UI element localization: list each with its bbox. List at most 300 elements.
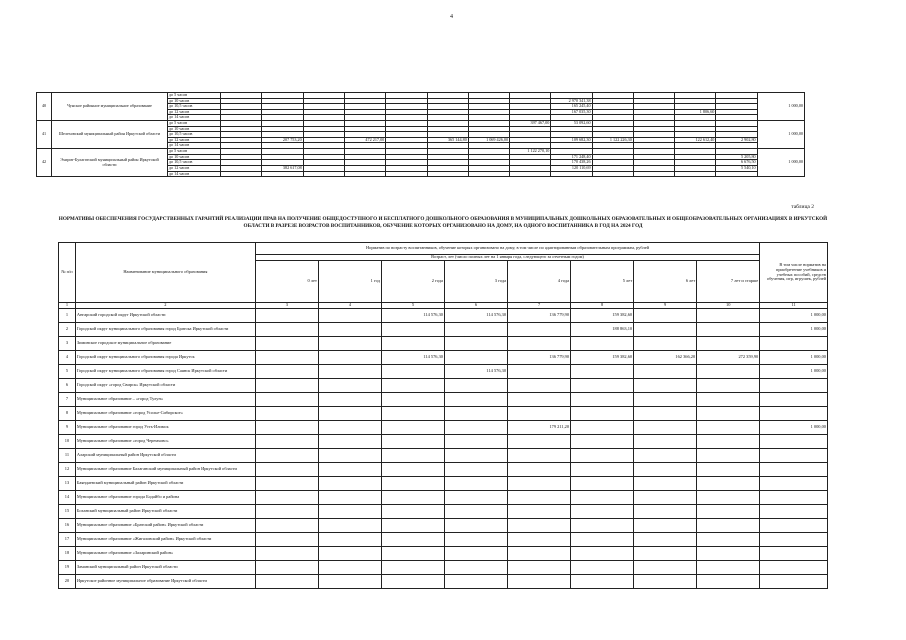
table-row xyxy=(59,491,828,505)
row-hours: до 5 часов xyxy=(167,121,220,127)
row-number: 41 xyxy=(37,121,52,149)
cell-value xyxy=(255,449,318,463)
cell-value xyxy=(444,449,507,463)
cell-value xyxy=(634,575,697,589)
cell-value xyxy=(571,561,634,575)
header-age: 0 лет xyxy=(255,261,318,303)
row-number: 5 xyxy=(59,365,76,379)
row-hours: до 10,5 часов xyxy=(167,104,220,110)
cell-value xyxy=(427,171,468,177)
cell-value xyxy=(262,171,303,177)
cell-value xyxy=(634,533,697,547)
cell-value: 179 211,20 xyxy=(508,421,571,435)
row-number: 3 xyxy=(59,337,76,351)
cell-value xyxy=(508,337,571,351)
row-name: Муниципальное образование «Братский район» Иркутской области xyxy=(75,519,255,533)
cell-value xyxy=(571,533,634,547)
row-name: Боханский муниципальный район Иркутской области xyxy=(75,505,255,519)
cell-value xyxy=(318,323,381,337)
cell-value xyxy=(318,379,381,393)
cell-value xyxy=(381,505,444,519)
cell-value xyxy=(255,547,318,561)
cell-value xyxy=(634,407,697,421)
cell-value xyxy=(571,379,634,393)
row-name: Муниципальное образование «Заларинский район» xyxy=(75,547,255,561)
cell-value xyxy=(386,171,427,177)
cell-value xyxy=(571,365,634,379)
cell-value xyxy=(697,407,760,421)
cell-value xyxy=(634,463,697,477)
cell-value xyxy=(508,505,571,519)
cell-value xyxy=(381,337,444,351)
cell-value xyxy=(697,449,760,463)
cell-value xyxy=(634,449,697,463)
cell-value xyxy=(634,505,697,519)
row-number: 15 xyxy=(59,505,76,519)
cell-value xyxy=(381,519,444,533)
row-books: 1 000,00 xyxy=(757,121,804,149)
row-name: Городской округ муниципального образования город Братска Иркутской области xyxy=(75,323,255,337)
row-number: 40 xyxy=(37,93,52,121)
row-hours: до 10 часов xyxy=(167,98,220,104)
table-row xyxy=(59,561,828,575)
cell-value xyxy=(571,421,634,435)
cell-value: 167 035,30 xyxy=(551,109,592,115)
row-hours: до 14 часов xyxy=(167,171,220,177)
cell-value xyxy=(508,477,571,491)
cell-value xyxy=(318,351,381,365)
cell-value xyxy=(508,463,571,477)
cell-value xyxy=(634,323,697,337)
row-books xyxy=(760,379,828,393)
cell-value xyxy=(571,393,634,407)
cell-value xyxy=(381,365,444,379)
cell-value xyxy=(255,575,318,589)
row-number: 42 xyxy=(37,149,52,177)
cell-value xyxy=(318,337,381,351)
table-row xyxy=(59,533,828,547)
cell-value xyxy=(697,435,760,449)
column-number: 6 xyxy=(444,303,507,309)
header-age: 4 года xyxy=(508,261,571,303)
row-books xyxy=(760,407,828,421)
page-number: 4 xyxy=(450,14,453,20)
row-name: Эхирит-Булагатский муниципальный район Иркутской области xyxy=(52,149,168,177)
row-number: 7 xyxy=(59,393,76,407)
cell-value xyxy=(571,435,634,449)
cell-value: 120 110,69 xyxy=(551,165,592,171)
cell-value xyxy=(697,365,760,379)
table-row xyxy=(59,449,828,463)
row-hours: до 14 часов xyxy=(167,115,220,121)
row-hours: до 5 часов xyxy=(167,149,220,155)
header-num: № п/п xyxy=(59,243,76,303)
cell-value xyxy=(255,505,318,519)
row-hours: до 14 часов xyxy=(167,143,220,149)
column-number: 11 xyxy=(760,303,828,309)
cell-value xyxy=(318,407,381,421)
column-number: 4 xyxy=(318,303,381,309)
cell-value xyxy=(634,491,697,505)
cell-value xyxy=(508,519,571,533)
row-books: 1 000,00 xyxy=(760,421,828,435)
row-books: 1 000,00 xyxy=(760,309,828,323)
row-books xyxy=(760,547,828,561)
cell-value xyxy=(255,407,318,421)
row-name: Муниципальное образование город Усть-Илимск xyxy=(75,421,255,435)
row-name: Шелеховский муниципальный район Иркутской области xyxy=(52,121,168,149)
cell-value xyxy=(508,491,571,505)
table-row xyxy=(59,309,828,323)
cell-value: 6 676,50 xyxy=(716,160,757,166)
cell-value xyxy=(318,309,381,323)
row-number: 10 xyxy=(59,435,76,449)
cell-value xyxy=(571,449,634,463)
row-name: Городской округ муниципального образования город Саянск Иркутской области xyxy=(75,365,255,379)
cell-value: 2 902,80 xyxy=(716,137,757,143)
cell-value xyxy=(571,575,634,589)
cell-value xyxy=(318,547,381,561)
cell-value xyxy=(697,491,760,505)
cell-value xyxy=(381,575,444,589)
cell-value xyxy=(508,561,571,575)
cell-value xyxy=(508,393,571,407)
row-books xyxy=(760,519,828,533)
table-row xyxy=(59,477,828,491)
cell-value xyxy=(697,309,760,323)
row-name: Городской округ «город Свирск» Иркутской области xyxy=(75,379,255,393)
column-number: 8 xyxy=(571,303,634,309)
cell-value: 1 122 226,30 xyxy=(592,137,633,143)
table-label: таблица 2 xyxy=(791,204,814,210)
row-books: 1 000,00 xyxy=(757,149,804,177)
cell-value xyxy=(255,519,318,533)
cell-value xyxy=(444,575,507,589)
cell-value xyxy=(697,477,760,491)
cell-value xyxy=(255,337,318,351)
cell-value: 171 248,40 xyxy=(551,154,592,160)
header-age: 6 лет xyxy=(634,261,697,303)
cell-value xyxy=(697,519,760,533)
row-name: Муниципальное образование «город Черемхово» xyxy=(75,435,255,449)
column-number: 3 xyxy=(255,303,318,309)
cell-value xyxy=(468,171,509,177)
cell-value xyxy=(634,561,697,575)
cell-value xyxy=(381,547,444,561)
row-number: 4 xyxy=(59,351,76,365)
row-hours: до 12 часов xyxy=(167,137,220,143)
cell-value xyxy=(381,393,444,407)
cell-value xyxy=(444,533,507,547)
cell-value xyxy=(255,463,318,477)
cell-value: 159 382,60 xyxy=(571,351,634,365)
cell-value xyxy=(571,337,634,351)
cell-value xyxy=(697,379,760,393)
row-hours: до 12 часов xyxy=(167,109,220,115)
column-number: 7 xyxy=(508,303,571,309)
cell-value xyxy=(255,491,318,505)
cell-value xyxy=(381,477,444,491)
cell-value xyxy=(318,365,381,379)
cell-value xyxy=(381,533,444,547)
row-hours: до 10 часов xyxy=(167,154,220,160)
cell-value xyxy=(318,491,381,505)
row-books xyxy=(760,575,828,589)
cell-value xyxy=(697,421,760,435)
cell-value: 114 576,30 xyxy=(381,351,444,365)
cell-value xyxy=(510,171,551,177)
cell-value xyxy=(444,435,507,449)
row-hours: до 10,5 часов xyxy=(167,132,220,138)
row-books xyxy=(760,561,828,575)
cell-value xyxy=(381,323,444,337)
cell-value xyxy=(634,337,697,351)
cell-value xyxy=(571,519,634,533)
cell-value xyxy=(571,491,634,505)
row-books xyxy=(760,491,828,505)
cell-value xyxy=(444,561,507,575)
cell-value xyxy=(571,547,634,561)
table-row xyxy=(59,575,828,589)
row-books xyxy=(760,449,828,463)
cell-value xyxy=(444,323,507,337)
cell-value: 2 970 341,38 xyxy=(551,98,592,104)
table-row xyxy=(59,519,828,533)
row-books xyxy=(760,505,828,519)
cell-value xyxy=(634,379,697,393)
cell-value xyxy=(697,337,760,351)
header-books: В том числе норматив на приобретение учебников и учебных пособий, средств обучения, игр, игрушек, рублей xyxy=(760,243,828,303)
header-age: 2 года xyxy=(381,261,444,303)
header-age-sub: Возраст, лет (число полных лет на 1 января года, следующего за отчетным годом) xyxy=(255,255,759,261)
cell-value xyxy=(381,407,444,421)
cell-value xyxy=(634,519,697,533)
cell-value xyxy=(634,393,697,407)
cell-value xyxy=(697,561,760,575)
cell-value xyxy=(508,407,571,421)
cell-value xyxy=(508,365,571,379)
row-name: Городской округ муниципального образования города Иркутск xyxy=(75,351,255,365)
cell-value xyxy=(381,491,444,505)
cell-value: 365 144,80 xyxy=(427,137,468,143)
row-number: 13 xyxy=(59,477,76,491)
cell-value xyxy=(444,337,507,351)
cell-value xyxy=(318,519,381,533)
cell-value xyxy=(444,407,507,421)
row-books xyxy=(760,463,828,477)
row-hours: до 12 часов xyxy=(167,165,220,171)
row-hours: до 10,5 часов xyxy=(167,160,220,166)
cell-value xyxy=(255,351,318,365)
cell-value xyxy=(634,365,697,379)
cell-value: 207 753,20 xyxy=(262,137,303,143)
table-row xyxy=(59,393,828,407)
cell-value xyxy=(508,323,571,337)
cell-value xyxy=(381,561,444,575)
row-number: 11 xyxy=(59,449,76,463)
cell-value xyxy=(571,463,634,477)
cell-value xyxy=(255,365,318,379)
row-number: 18 xyxy=(59,547,76,561)
row-name: Чунское районное муниципальное образование xyxy=(52,93,168,121)
table-row xyxy=(59,463,828,477)
row-books: 1 000,00 xyxy=(760,351,828,365)
row-books xyxy=(760,393,828,407)
cell-value xyxy=(697,463,760,477)
cell-value xyxy=(508,533,571,547)
row-number: 9 xyxy=(59,421,76,435)
column-number: 10 xyxy=(697,303,760,309)
cell-value xyxy=(551,171,592,177)
cell-value: 159 382,60 xyxy=(571,309,634,323)
header-age: 7 лет и старше xyxy=(697,261,760,303)
table-row xyxy=(59,351,828,365)
cell-value: 109 682,30 xyxy=(551,137,592,143)
table-row xyxy=(59,337,828,351)
cell-value: 272 359,90 xyxy=(697,351,760,365)
cell-value: 114 576,30 xyxy=(444,365,507,379)
cell-value xyxy=(508,575,571,589)
cell-value xyxy=(255,435,318,449)
cell-value xyxy=(697,323,760,337)
cell-value xyxy=(634,309,697,323)
row-name: Зиминское городское муниципальное образование xyxy=(75,337,255,351)
cell-value xyxy=(221,171,262,177)
row-number: 14 xyxy=(59,491,76,505)
column-number: 9 xyxy=(634,303,697,309)
row-number: 8 xyxy=(59,407,76,421)
cell-value: 136 779,90 xyxy=(508,309,571,323)
table-row xyxy=(59,365,828,379)
row-books: 1 000,00 xyxy=(757,93,804,121)
cell-value xyxy=(444,505,507,519)
cell-value xyxy=(444,351,507,365)
cell-value xyxy=(381,449,444,463)
cell-value: 188 863,10 xyxy=(571,323,634,337)
cell-value xyxy=(381,435,444,449)
cell-value xyxy=(634,421,697,435)
header-age: 3 года xyxy=(444,261,507,303)
row-name: Баяндаевский муниципальный район Иркутской области xyxy=(75,477,255,491)
header-name: Наименование муниципального образования xyxy=(75,243,255,303)
cell-value xyxy=(344,171,385,177)
cell-value: 53 092,60 xyxy=(551,121,592,127)
table-row xyxy=(59,407,828,421)
cell-value xyxy=(634,435,697,449)
row-name: Муниципальное образование города Бодайбо и района xyxy=(75,491,255,505)
cell-value xyxy=(255,393,318,407)
cell-value xyxy=(444,491,507,505)
cell-value xyxy=(571,505,634,519)
cell-value xyxy=(697,547,760,561)
row-number: 19 xyxy=(59,561,76,575)
cell-value xyxy=(508,449,571,463)
cell-value xyxy=(381,421,444,435)
cell-value: 472 217,00 xyxy=(344,137,385,143)
row-hours: до 5 часов xyxy=(167,93,220,99)
cell-value xyxy=(255,421,318,435)
row-number: 20 xyxy=(59,575,76,589)
table-heading: НОРМАТИВЫ ОБЕСПЕЧЕНИЯ ГОСУДАРСТВЕННЫХ ГАРАНТИЙ РЕАЛИЗАЦИИ ПРАВ НА ПОЛУЧЕНИЕ ОБЩЕДОСТУПНОГО И БЕСПЛАТНОГО ДОШКОЛЬНОГО ОБРАЗОВАНИЯ В МУНИЦИПАЛЬНЫХ ДОШКОЛЬНЫХ ОБРАЗОВАТЕЛЬНЫХ И ОБЩЕОБРАЗОВАТЕЛЬНЫХ ОРГАНИЗАЦИЯХ В ИРКУТСКОЙ ОБЛАСТИ В РАЗРЕЗЕ ВОЗРАСТОВ ВОСПИТАННИКОВ, ОБУЧЕНИЕ КОТОРЫХ ОРГАНИЗОВАНО НА ДОМУ, НА ОДНОГО ВОСПИТАННИКА В ГОД НА 2024 ГОД xyxy=(58,216,828,229)
cell-value: 5 205,80 xyxy=(716,154,757,160)
cell-value xyxy=(697,505,760,519)
cell-value xyxy=(303,171,344,177)
cell-value xyxy=(318,435,381,449)
cell-value xyxy=(571,477,634,491)
cell-value xyxy=(381,379,444,393)
table-row xyxy=(59,505,828,519)
cell-value xyxy=(444,379,507,393)
row-number: 16 xyxy=(59,519,76,533)
column-number: 2 xyxy=(75,303,255,309)
cell-value xyxy=(444,477,507,491)
cell-value xyxy=(318,561,381,575)
cell-value xyxy=(255,309,318,323)
cell-value xyxy=(318,393,381,407)
row-number: 1 xyxy=(59,309,76,323)
row-number: 12 xyxy=(59,463,76,477)
row-books xyxy=(760,337,828,351)
cell-value: 1 806,60 xyxy=(675,109,716,115)
row-name: Заманский муниципальный район Иркутской области xyxy=(75,561,255,575)
column-number: 5 xyxy=(381,303,444,309)
cell-value xyxy=(508,547,571,561)
row-books xyxy=(760,477,828,491)
cell-value xyxy=(444,519,507,533)
cell-value xyxy=(592,171,633,177)
table-row xyxy=(59,421,828,435)
cell-value xyxy=(444,463,507,477)
table-row xyxy=(59,435,828,449)
row-books xyxy=(760,435,828,449)
cell-value: 114 576,30 xyxy=(444,309,507,323)
cell-value: 1 122 270,10 xyxy=(510,149,551,155)
column-number: 1 xyxy=(59,303,76,309)
cell-value: 122 612,40 xyxy=(675,137,716,143)
row-number: 17 xyxy=(59,533,76,547)
cell-value xyxy=(697,393,760,407)
cell-value xyxy=(444,421,507,435)
cell-value xyxy=(571,407,634,421)
table-row xyxy=(59,323,828,337)
cell-value xyxy=(444,393,507,407)
cell-value: 114 576,30 xyxy=(381,309,444,323)
cell-value xyxy=(318,421,381,435)
table-continuation xyxy=(36,92,805,177)
row-name: Иркутское районное муниципальное образование Иркутской области xyxy=(75,575,255,589)
cell-value xyxy=(675,171,716,177)
cell-value xyxy=(716,171,757,177)
header-age: 5 лет xyxy=(571,261,634,303)
cell-value xyxy=(255,379,318,393)
cell-value xyxy=(381,463,444,477)
cell-value xyxy=(318,449,381,463)
table-row xyxy=(59,547,828,561)
cell-value xyxy=(255,323,318,337)
cell-value xyxy=(508,435,571,449)
cell-value xyxy=(318,575,381,589)
cell-value xyxy=(255,561,318,575)
row-books xyxy=(760,533,828,547)
norms-table xyxy=(58,242,828,589)
cell-value xyxy=(255,533,318,547)
row-number: 6 xyxy=(59,379,76,393)
cell-value xyxy=(444,547,507,561)
cell-value xyxy=(318,533,381,547)
cell-value xyxy=(318,505,381,519)
row-name: Муниципальное образование Балаганский муниципальный район Иркутской области xyxy=(75,463,255,477)
header-group: Норматив по возрасту воспитанников, обучение которых организовано на дому, в том числе по адаптированным образовательным программам, рублей xyxy=(255,243,759,255)
